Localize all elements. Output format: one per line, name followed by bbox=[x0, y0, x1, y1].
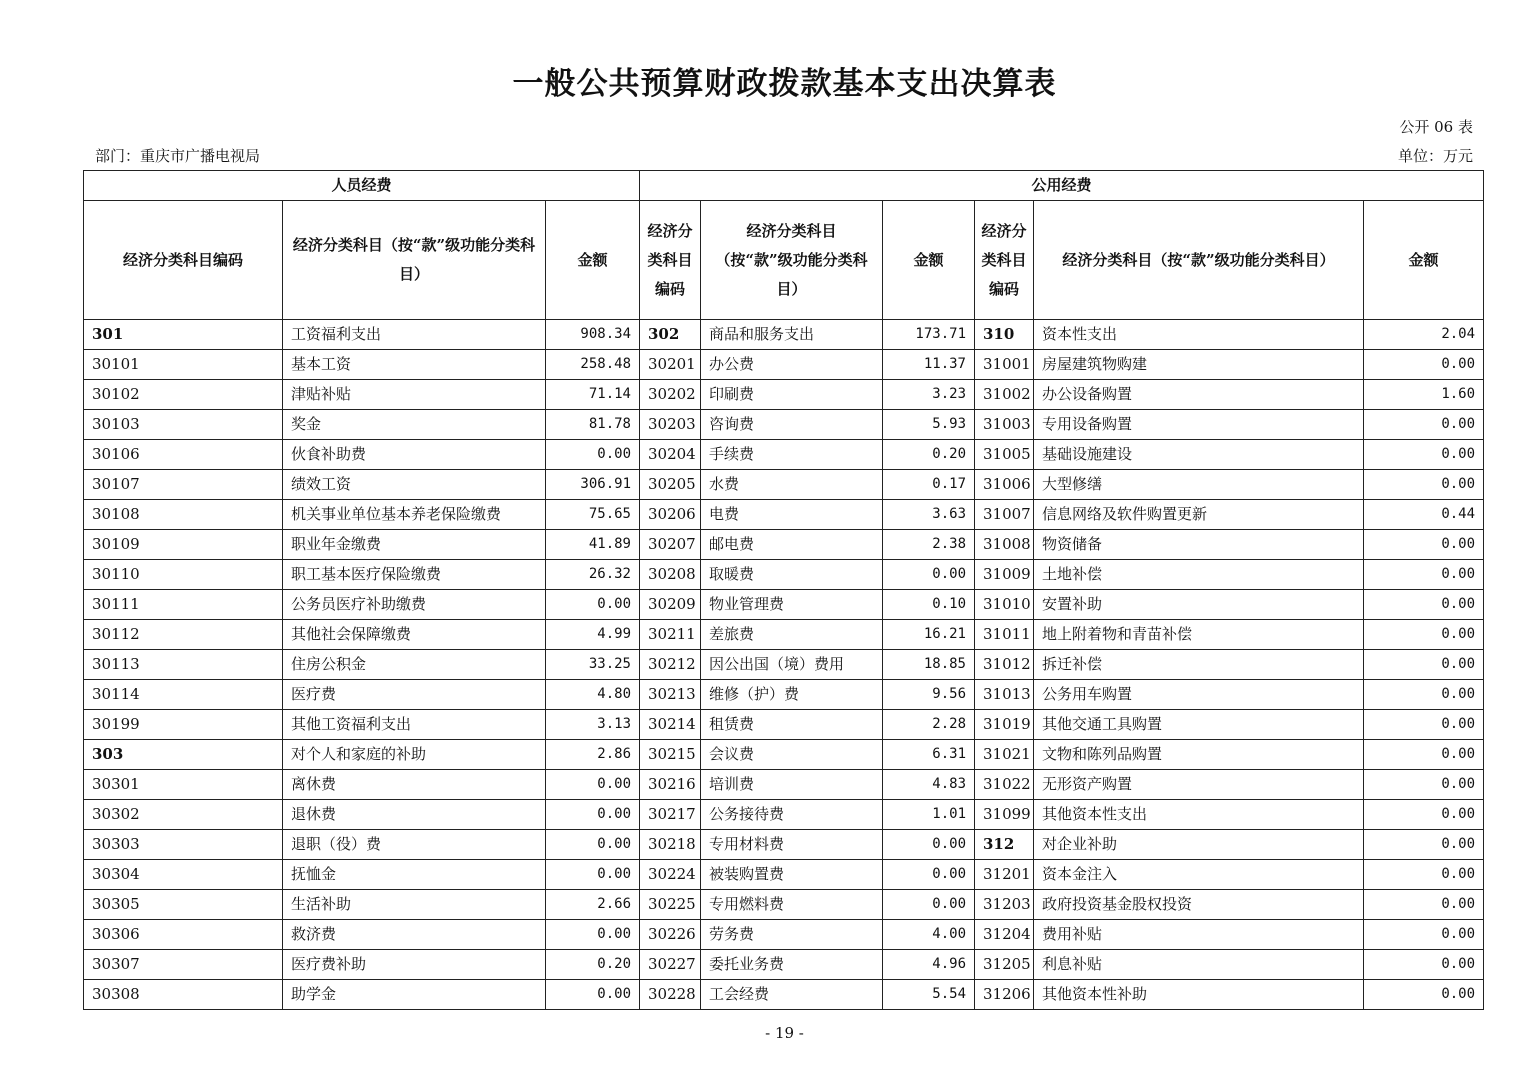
item-name-cell: 生活补助 bbox=[283, 890, 546, 920]
amount-cell: 75.65 bbox=[546, 500, 640, 530]
amount-cell: 0.00 bbox=[1364, 440, 1484, 470]
item-name-cell: 被装购置费 bbox=[701, 860, 883, 890]
item-name-cell: 无形资产购置 bbox=[1034, 770, 1364, 800]
amount-cell: 71.14 bbox=[546, 380, 640, 410]
amount-cell: 3.13 bbox=[546, 710, 640, 740]
item-name-cell: 基本工资 bbox=[283, 350, 546, 380]
amount-cell: 6.31 bbox=[883, 740, 975, 770]
item-name-cell: 邮电费 bbox=[701, 530, 883, 560]
amount-cell: 2.86 bbox=[546, 740, 640, 770]
item-name-cell: 津贴补贴 bbox=[283, 380, 546, 410]
table-row bbox=[84, 530, 1484, 560]
code-cell: 30110 bbox=[84, 560, 283, 590]
amount-cell: 258.48 bbox=[546, 350, 640, 380]
item-name-cell: 办公费 bbox=[701, 350, 883, 380]
amount-cell: 2.66 bbox=[546, 890, 640, 920]
table-row bbox=[84, 770, 1484, 800]
item-name-cell: 委托业务费 bbox=[701, 950, 883, 980]
table-row bbox=[84, 470, 1484, 500]
table-row bbox=[84, 680, 1484, 710]
amount-cell: 0.00 bbox=[883, 560, 975, 590]
item-name-cell: 物资储备 bbox=[1034, 530, 1364, 560]
amount-cell: 2.28 bbox=[883, 710, 975, 740]
table-row bbox=[84, 650, 1484, 680]
code-cell: 30225 bbox=[640, 890, 701, 920]
code-cell: 31013 bbox=[975, 680, 1034, 710]
code-cell: 31022 bbox=[975, 770, 1034, 800]
code-cell: 30307 bbox=[84, 950, 283, 980]
table-row bbox=[84, 950, 1484, 980]
amount-cell: 0.00 bbox=[1364, 950, 1484, 980]
page-title: 一般公共预算财政拨款基本支出决算表 bbox=[512, 66, 1057, 102]
code-cell: 31099 bbox=[975, 800, 1034, 830]
header-code-2: 经济分类科目编码 bbox=[640, 201, 701, 320]
table-row bbox=[84, 350, 1484, 380]
item-name-cell: 机关事业单位基本养老保险缴费 bbox=[283, 500, 546, 530]
amount-cell: 0.00 bbox=[1364, 560, 1484, 590]
item-name-cell: 救济费 bbox=[283, 920, 546, 950]
code-cell: 30103 bbox=[84, 410, 283, 440]
item-name-cell: 公务员医疗补助缴费 bbox=[283, 590, 546, 620]
code-cell: 31001 bbox=[975, 350, 1034, 380]
amount-cell: 0.00 bbox=[883, 830, 975, 860]
item-name-cell: 专用设备购置 bbox=[1034, 410, 1364, 440]
code-cell: 30108 bbox=[84, 500, 283, 530]
code-cell: 30114 bbox=[84, 680, 283, 710]
amount-cell: 0.00 bbox=[546, 980, 640, 1010]
item-name-cell: 资本性支出 bbox=[1034, 320, 1364, 350]
amount-cell: 4.96 bbox=[883, 950, 975, 980]
table-row bbox=[84, 890, 1484, 920]
item-name-cell: 其他工资福利支出 bbox=[283, 710, 546, 740]
amount-cell: 0.00 bbox=[883, 890, 975, 920]
item-name-cell: 资本金注入 bbox=[1034, 860, 1364, 890]
code-cell: 30302 bbox=[84, 800, 283, 830]
code-cell: 31003 bbox=[975, 410, 1034, 440]
code-cell: 30199 bbox=[84, 710, 283, 740]
item-name-cell: 奖金 bbox=[283, 410, 546, 440]
code-cell: 31204 bbox=[975, 920, 1034, 950]
table-row bbox=[84, 440, 1484, 470]
item-name-cell: 抚恤金 bbox=[283, 860, 546, 890]
department-label: 部门：重庆市广播电视局 bbox=[95, 147, 261, 165]
code-cell: 31010 bbox=[975, 590, 1034, 620]
code-cell: 30301 bbox=[84, 770, 283, 800]
code-cell: 30304 bbox=[84, 860, 283, 890]
amount-cell: 0.00 bbox=[1364, 920, 1484, 950]
header-name-1: 经济分类科目（按“款”级功能分类科目） bbox=[283, 201, 546, 320]
item-name-cell: 退休费 bbox=[283, 800, 546, 830]
item-name-cell: 因公出国（境）费用 bbox=[701, 650, 883, 680]
code-cell: 30202 bbox=[640, 380, 701, 410]
header-code-1: 经济分类科目编码 bbox=[84, 201, 283, 320]
column-header-row bbox=[84, 201, 1484, 320]
amount-cell: 0.00 bbox=[1364, 590, 1484, 620]
code-cell: 31009 bbox=[975, 560, 1034, 590]
code-cell: 30215 bbox=[640, 740, 701, 770]
table-row bbox=[84, 860, 1484, 890]
header-amount-2: 金额 bbox=[883, 201, 975, 320]
amount-cell: 3.23 bbox=[883, 380, 975, 410]
item-name-cell: 维修（护）费 bbox=[701, 680, 883, 710]
table-row bbox=[84, 920, 1484, 950]
page-number: - 19 - bbox=[765, 1024, 804, 1042]
item-name-cell: 伙食补助费 bbox=[283, 440, 546, 470]
item-name-cell: 安置补助 bbox=[1034, 590, 1364, 620]
amount-cell: 3.63 bbox=[883, 500, 975, 530]
header-name-2: 经济分类科目（按“款”级功能分类科目） bbox=[701, 201, 883, 320]
table-row bbox=[84, 380, 1484, 410]
table-row bbox=[84, 620, 1484, 650]
amount-cell: 173.71 bbox=[883, 320, 975, 350]
code-cell: 31005 bbox=[975, 440, 1034, 470]
code-cell: 31021 bbox=[975, 740, 1034, 770]
code-cell: 30107 bbox=[84, 470, 283, 500]
code-cell: 30213 bbox=[640, 680, 701, 710]
amount-cell: 0.00 bbox=[1364, 740, 1484, 770]
table-row bbox=[84, 710, 1484, 740]
code-cell: 30207 bbox=[640, 530, 701, 560]
code-cell: 30206 bbox=[640, 500, 701, 530]
item-name-cell: 信息网络及软件购置更新 bbox=[1034, 500, 1364, 530]
table-row bbox=[84, 800, 1484, 830]
amount-cell: 81.78 bbox=[546, 410, 640, 440]
amount-cell: 0.00 bbox=[546, 920, 640, 950]
item-name-cell: 其他社会保障缴费 bbox=[283, 620, 546, 650]
code-cell: 30227 bbox=[640, 950, 701, 980]
item-name-cell: 工资福利支出 bbox=[283, 320, 546, 350]
amount-cell: 1.01 bbox=[883, 800, 975, 830]
item-name-cell: 地上附着物和青苗补偿 bbox=[1034, 620, 1364, 650]
amount-cell: 2.38 bbox=[883, 530, 975, 560]
code-cell: 30214 bbox=[640, 710, 701, 740]
item-name-cell: 住房公积金 bbox=[283, 650, 546, 680]
header-amount-3: 金额 bbox=[1364, 201, 1484, 320]
amount-cell: 41.89 bbox=[546, 530, 640, 560]
item-name-cell: 印刷费 bbox=[701, 380, 883, 410]
code-cell: 30102 bbox=[84, 380, 283, 410]
code-cell: 30201 bbox=[640, 350, 701, 380]
item-name-cell: 其他资本性补助 bbox=[1034, 980, 1364, 1010]
amount-cell: 0.00 bbox=[1364, 350, 1484, 380]
code-cell: 302 bbox=[640, 320, 701, 350]
amount-cell: 2.04 bbox=[1364, 320, 1484, 350]
code-cell: 31012 bbox=[975, 650, 1034, 680]
amount-cell: 4.99 bbox=[546, 620, 640, 650]
amount-cell: 16.21 bbox=[883, 620, 975, 650]
amount-cell: 26.32 bbox=[546, 560, 640, 590]
amount-cell: 33.25 bbox=[546, 650, 640, 680]
code-cell: 30212 bbox=[640, 650, 701, 680]
item-name-cell: 咨询费 bbox=[701, 410, 883, 440]
item-name-cell: 助学金 bbox=[283, 980, 546, 1010]
code-cell: 30305 bbox=[84, 890, 283, 920]
item-name-cell: 利息补贴 bbox=[1034, 950, 1364, 980]
amount-cell: 0.00 bbox=[1364, 470, 1484, 500]
code-cell: 30101 bbox=[84, 350, 283, 380]
item-name-cell: 文物和陈列品购置 bbox=[1034, 740, 1364, 770]
item-name-cell: 费用补贴 bbox=[1034, 920, 1364, 950]
amount-cell: 1.60 bbox=[1364, 380, 1484, 410]
amount-cell: 0.00 bbox=[1364, 980, 1484, 1010]
item-name-cell: 职业年金缴费 bbox=[283, 530, 546, 560]
item-name-cell: 办公设备购置 bbox=[1034, 380, 1364, 410]
item-name-cell: 拆迁补偿 bbox=[1034, 650, 1364, 680]
amount-cell: 0.20 bbox=[883, 440, 975, 470]
item-name-cell: 绩效工资 bbox=[283, 470, 546, 500]
code-cell: 30308 bbox=[84, 980, 283, 1010]
item-name-cell: 退职（役）费 bbox=[283, 830, 546, 860]
amount-cell: 4.00 bbox=[883, 920, 975, 950]
amount-cell: 0.17 bbox=[883, 470, 975, 500]
item-name-cell: 其他资本性支出 bbox=[1034, 800, 1364, 830]
code-cell: 31006 bbox=[975, 470, 1034, 500]
amount-cell: 908.34 bbox=[546, 320, 640, 350]
amount-cell: 0.10 bbox=[883, 590, 975, 620]
code-cell: 31011 bbox=[975, 620, 1034, 650]
code-cell: 30217 bbox=[640, 800, 701, 830]
amount-cell: 0.00 bbox=[1364, 680, 1484, 710]
table-row bbox=[84, 410, 1484, 440]
code-cell: 31201 bbox=[975, 860, 1034, 890]
code-cell: 310 bbox=[975, 320, 1034, 350]
code-cell: 301 bbox=[84, 320, 283, 350]
item-name-cell: 大型修缮 bbox=[1034, 470, 1364, 500]
code-cell: 30303 bbox=[84, 830, 283, 860]
header-code-3: 经济分类科目编码 bbox=[975, 201, 1034, 320]
code-cell: 30113 bbox=[84, 650, 283, 680]
table-row bbox=[84, 320, 1484, 350]
amount-cell: 0.00 bbox=[883, 860, 975, 890]
code-cell: 30203 bbox=[640, 410, 701, 440]
header-amount-1: 金额 bbox=[546, 201, 640, 320]
code-cell: 312 bbox=[975, 830, 1034, 860]
amount-cell: 0.00 bbox=[1364, 860, 1484, 890]
item-name-cell: 手续费 bbox=[701, 440, 883, 470]
item-name-cell: 房屋建筑物购建 bbox=[1034, 350, 1364, 380]
table-row bbox=[84, 830, 1484, 860]
amount-cell: 0.00 bbox=[546, 440, 640, 470]
item-name-cell: 工会经费 bbox=[701, 980, 883, 1010]
table-row bbox=[84, 500, 1484, 530]
item-name-cell: 医疗费补助 bbox=[283, 950, 546, 980]
item-name-cell: 专用材料费 bbox=[701, 830, 883, 860]
amount-cell: 5.93 bbox=[883, 410, 975, 440]
code-cell: 30226 bbox=[640, 920, 701, 950]
amount-cell: 18.85 bbox=[883, 650, 975, 680]
amount-cell: 306.91 bbox=[546, 470, 640, 500]
item-name-cell: 商品和服务支出 bbox=[701, 320, 883, 350]
item-name-cell: 离休费 bbox=[283, 770, 546, 800]
amount-cell: 0.00 bbox=[546, 830, 640, 860]
code-cell: 30211 bbox=[640, 620, 701, 650]
code-cell: 30306 bbox=[84, 920, 283, 950]
amount-cell: 0.00 bbox=[1364, 620, 1484, 650]
form-number: 公开 06 表 bbox=[1399, 118, 1473, 136]
code-cell: 30205 bbox=[640, 470, 701, 500]
item-name-cell: 其他交通工具购置 bbox=[1034, 710, 1364, 740]
code-cell: 303 bbox=[84, 740, 283, 770]
item-name-cell: 取暖费 bbox=[701, 560, 883, 590]
amount-cell: 0.44 bbox=[1364, 500, 1484, 530]
code-cell: 30106 bbox=[84, 440, 283, 470]
unit-label: 单位：万元 bbox=[1397, 147, 1473, 165]
amount-cell: 11.37 bbox=[883, 350, 975, 380]
code-cell: 31203 bbox=[975, 890, 1034, 920]
code-cell: 30111 bbox=[84, 590, 283, 620]
item-name-cell: 会议费 bbox=[701, 740, 883, 770]
code-cell: 31002 bbox=[975, 380, 1034, 410]
code-cell: 31007 bbox=[975, 500, 1034, 530]
amount-cell: 0.00 bbox=[1364, 800, 1484, 830]
item-name-cell: 公务用车购置 bbox=[1034, 680, 1364, 710]
code-cell: 31019 bbox=[975, 710, 1034, 740]
section-header-row bbox=[84, 171, 1484, 201]
amount-cell: 0.00 bbox=[546, 860, 640, 890]
item-name-cell: 对企业补助 bbox=[1034, 830, 1364, 860]
item-name-cell: 电费 bbox=[701, 500, 883, 530]
item-name-cell: 差旅费 bbox=[701, 620, 883, 650]
section-public: 公用经费 bbox=[640, 171, 1484, 201]
item-name-cell: 土地补偿 bbox=[1034, 560, 1364, 590]
code-cell: 31206 bbox=[975, 980, 1034, 1010]
item-name-cell: 对个人和家庭的补助 bbox=[283, 740, 546, 770]
amount-cell: 4.80 bbox=[546, 680, 640, 710]
amount-cell: 0.00 bbox=[1364, 890, 1484, 920]
table-row bbox=[84, 560, 1484, 590]
item-name-cell: 基础设施建设 bbox=[1034, 440, 1364, 470]
amount-cell: 0.00 bbox=[546, 770, 640, 800]
amount-cell: 0.00 bbox=[1364, 770, 1484, 800]
amount-cell: 9.56 bbox=[883, 680, 975, 710]
code-cell: 31008 bbox=[975, 530, 1034, 560]
item-name-cell: 劳务费 bbox=[701, 920, 883, 950]
amount-cell: 0.00 bbox=[546, 590, 640, 620]
code-cell: 31205 bbox=[975, 950, 1034, 980]
item-name-cell: 物业管理费 bbox=[701, 590, 883, 620]
table-row bbox=[84, 590, 1484, 620]
code-cell: 30109 bbox=[84, 530, 283, 560]
item-name-cell: 公务接待费 bbox=[701, 800, 883, 830]
header-name-3: 经济分类科目（按“款”级功能分类科目） bbox=[1034, 201, 1364, 320]
amount-cell: 0.00 bbox=[1364, 830, 1484, 860]
amount-cell: 4.83 bbox=[883, 770, 975, 800]
table-row bbox=[84, 980, 1484, 1010]
amount-cell: 0.00 bbox=[546, 800, 640, 830]
code-cell: 30204 bbox=[640, 440, 701, 470]
amount-cell: 0.20 bbox=[546, 950, 640, 980]
code-cell: 30218 bbox=[640, 830, 701, 860]
code-cell: 30224 bbox=[640, 860, 701, 890]
code-cell: 30228 bbox=[640, 980, 701, 1010]
item-name-cell: 水费 bbox=[701, 470, 883, 500]
table-row bbox=[84, 740, 1484, 770]
item-name-cell: 租赁费 bbox=[701, 710, 883, 740]
item-name-cell: 培训费 bbox=[701, 770, 883, 800]
item-name-cell: 医疗费 bbox=[283, 680, 546, 710]
expenditure-table bbox=[83, 170, 1484, 1010]
section-personnel: 人员经费 bbox=[84, 171, 640, 201]
item-name-cell: 政府投资基金股权投资 bbox=[1034, 890, 1364, 920]
item-name-cell: 专用燃料费 bbox=[701, 890, 883, 920]
code-cell: 30112 bbox=[84, 620, 283, 650]
table-body bbox=[84, 320, 1484, 1010]
code-cell: 30208 bbox=[640, 560, 701, 590]
code-cell: 30209 bbox=[640, 590, 701, 620]
amount-cell: 0.00 bbox=[1364, 530, 1484, 560]
amount-cell: 0.00 bbox=[1364, 710, 1484, 740]
item-name-cell: 职工基本医疗保险缴费 bbox=[283, 560, 546, 590]
amount-cell: 0.00 bbox=[1364, 650, 1484, 680]
amount-cell: 5.54 bbox=[883, 980, 975, 1010]
amount-cell: 0.00 bbox=[1364, 410, 1484, 440]
code-cell: 30216 bbox=[640, 770, 701, 800]
